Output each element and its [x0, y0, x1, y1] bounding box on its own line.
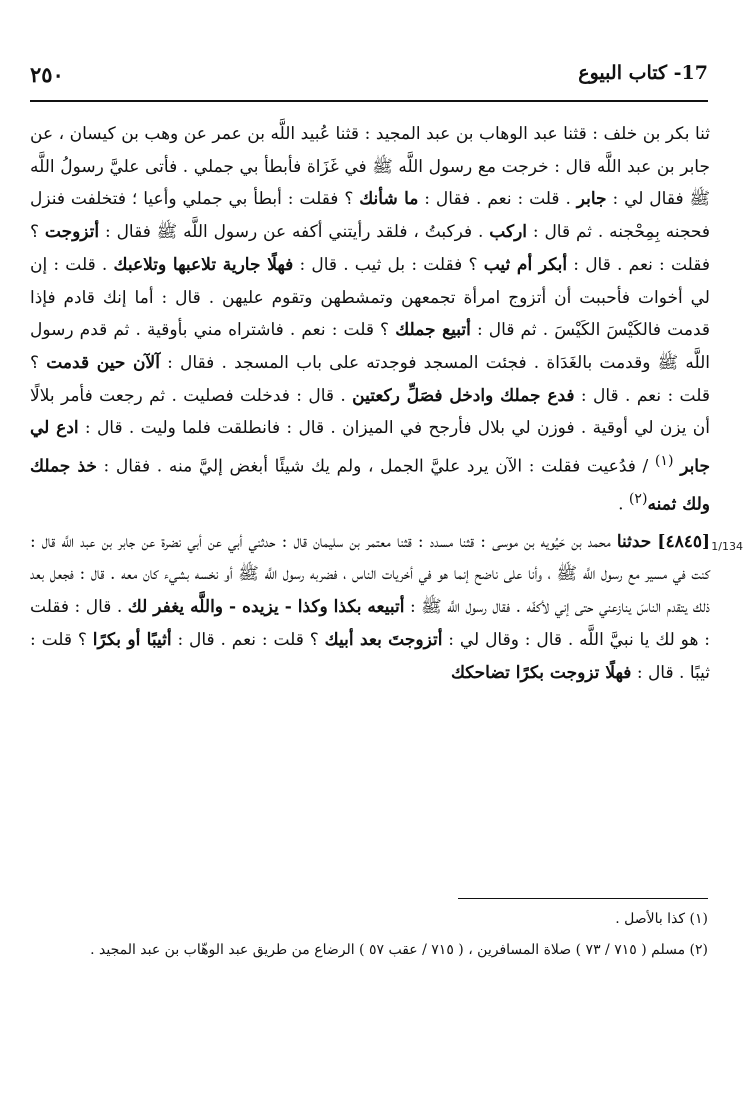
- margin-reference: 1/134: [711, 540, 743, 553]
- text-run: .: [618, 495, 624, 516]
- body-text: [30, 118, 710, 689]
- header-rule: [30, 100, 708, 102]
- text-run: ؟ قلت : نعم . قال :: [177, 629, 319, 650]
- text-run: . فركبتُ ، فلقد رأيتني أكفه عن رسول اللَّه ﷺ فقال :: [105, 222, 484, 243]
- text-run: . قلت : إن لي أخوات فأحببت أن أتزوج امرأة تجمعهن وتمشطهن وتقوم عليهن . قال : أما إنك قادم فإذا قدمت فالكَيْسَ الكَيْسَ . ثم قال :: [30, 254, 711, 341]
- bold-run: أتزوجت: [44, 222, 100, 243]
- text-run: / فدُعيت فقلت : الآن يرد عليَّ الجمل ، ولم يك شيئًا أبغض إليَّ منه . فقال :: [103, 456, 649, 477]
- page-number: ٢٥٠: [30, 62, 64, 87]
- text-run: ؟ فقلت : أبطأ بي جملي وأعيا ؛ فتخلفت فنزل فحجنه بِمِحْجنه . ثم قال :: [30, 189, 711, 243]
- footnote-rule: [458, 898, 708, 899]
- bold-run: خذ جملك ولك ثمنه: [30, 456, 710, 516]
- bold-run: جابر: [576, 189, 607, 210]
- bold-run: اركب: [489, 222, 527, 243]
- text-run: . قال : فقلت : هو لك يا نبيَّ اللَّه . قال : وقال لي :: [30, 597, 711, 650]
- hadith-4845-paragraph: [30, 526, 710, 690]
- bold-run: أتبيعه بكذا وكذا - يزيده - واللَّه يغفر لك: [127, 597, 405, 618]
- bold-run: أتزوجتَ بعد أبيك: [324, 629, 443, 650]
- footnotes: [30, 906, 708, 968]
- bold-run: حدثنا: [616, 531, 652, 552]
- footnote-ref-1[interactable]: (١): [654, 453, 674, 470]
- text-run: ؟ فقلت : نعم . قال :: [30, 222, 711, 275]
- text-run: محمد بن حَيُويه بن موسى : قثنا مسدد : قثنا معتمر بن سليمان قال : حدثني أبي عن أبي نضرة عن جابر بن عبد اللَّه قال : كنت في مسير مع رسول اللَّه ﷺ ، وأنا على ناضح إنما هو في أخريات الناس ، فضربه رسول اللَّه ﷺ أو نخسه بشيء كان معه . قال : فجعل بعد ذلك يتقدم الناسَ ينازعني حتى إني لأكفّه . فقال رسول اللَّه ﷺ :: [30, 531, 711, 618]
- bold-run: أبكر أم ثيب: [483, 254, 568, 275]
- bold-run: أتبيع جملك: [395, 320, 471, 341]
- chapter-title: 17- كتاب البيوع: [578, 62, 708, 84]
- hadith-4844-paragraph: [30, 118, 710, 522]
- footnote-ref-2[interactable]: (٢): [628, 491, 648, 508]
- text-run: . قال : فدخلت فصليت . ثم رجعت فأمر بلالًا أن يزن لي أوقية . فوزن لي بلال فأرجح في الميزان . قال : فانطلقت فلما وليت . قال :: [30, 385, 710, 439]
- bold-run: آلآن حين قدمت: [46, 352, 160, 373]
- text-run: ؟ فقلت : بل ثيب . قال :: [299, 254, 478, 275]
- bold-run: ادع لي جابر: [30, 418, 710, 477]
- footnote-1: (١) كذا بالأصل .: [615, 911, 708, 927]
- text-run: ؟ قلت : نعم . قال :: [30, 352, 710, 406]
- text-run: ؟ قلت : ثيبًا . قال :: [30, 629, 710, 683]
- bold-run: فدع جملك وادخل فصَلِّ ركعتين: [352, 385, 575, 406]
- bold-run: أثيبًا أو بكرًا: [92, 629, 172, 650]
- bold-run: فهلًا تزوجت بكرًا تضاحكك: [450, 662, 632, 683]
- text-run: ثنا بكر بن خلف : قثنا عبد الوهاب بن عبد المجيد : قثنا عُبيد اللَّه بن عمر عن وهب بن كيسان ، عن جابر بن عبد اللَّه قال : خرجت مع رسول اللَّه ﷺ في غَزَاة فأبطأ بي جملي . فأتى عليَّ رسولُ اللَّه ﷺ فقال لي :: [30, 124, 710, 210]
- bold-run: فهلًا جارية تلاعبها وتلاعبك: [113, 254, 294, 275]
- running-header: [30, 62, 708, 96]
- bold-run: ما شأنك: [359, 189, 419, 210]
- text-run: . قلت : نعم . فقال :: [424, 189, 571, 210]
- hadith-number: [٤٨٤٥]: [657, 531, 711, 552]
- text-run: ؟ قلت : نعم . فاشتراه مني بأوقية . ثم قدم رسول اللَّه ﷺ وقدمت بالغَدَاة . فجئت المسجد فوجدته على باب المسجد . فقال :: [30, 320, 710, 373]
- footnote-2: (٢) مسلم ( ٧١٥ / ٧٣ ) صلاة المسافرين ، ( ٧١٥ / عقب ٥٧ ) الرضاع من طريق عبد الوهّاب بن عبد المجيد .: [90, 942, 708, 958]
